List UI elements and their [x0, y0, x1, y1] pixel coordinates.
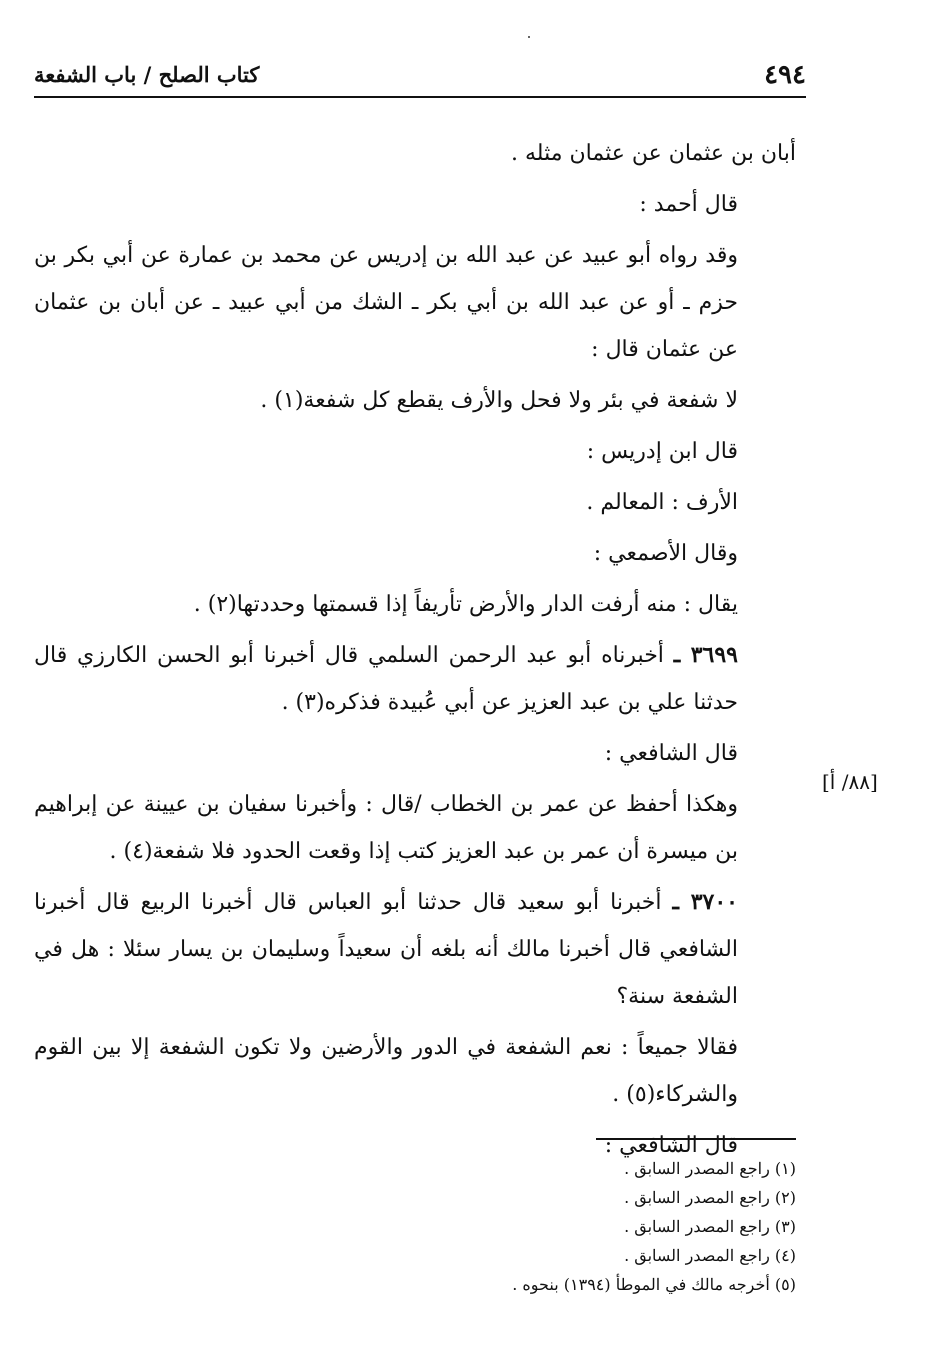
footnote-2: (٢) راجع المصدر السابق .: [624, 1188, 796, 1207]
paragraph-14: قال الشافعي :: [604, 1133, 738, 1158]
footnote-4: (٤) راجع المصدر السابق .: [624, 1246, 796, 1265]
hadith-number-3699: ٣٦٩٩ ـ: [673, 642, 738, 668]
hadith-number-3700: ٣٧٠٠ ـ: [672, 889, 738, 915]
paragraph-12: [34, 879, 796, 1020]
footnote-3: (٣) راجع المصدر السابق .: [624, 1217, 796, 1236]
paragraph-6: الأرف : المعالم .: [586, 490, 738, 515]
paragraph-2: قال أحمد :: [639, 192, 738, 217]
paragraph-9: [34, 632, 796, 726]
paragraph-9-text: أخبرناه أبو عبد الرحمن السلمي قال أخبرنا أبو الحسن الكارزي قال حدثنا علي بن عبد العزيز عن أبي عُبيدة فذكره(٣) .: [34, 643, 738, 715]
footnotes: [200, 1154, 796, 1299]
paragraph-13: فقالا جميعاً : نعم الشفعة في الدور والأرضين ولا تكون الشفعة إلا بين القوم والشركاء(٥) .: [34, 1035, 738, 1107]
paragraph-12-text: أخبرنا أبو سعيد قال حدثنا أبو العباس قال أخبرنا الربيع قال أخبرنا الشافعي قال أخبرنا مالك أنه بلغه أن سعيداً وسليمان بن يسار سئلا : هل في الشفعة سنة؟: [34, 890, 738, 1009]
manuscript-folio-note: [٨٨/ أ]: [822, 770, 878, 794]
paragraph-8: يقال : منه أرفت الدار والأرض تأريفاً إذا قسمتها وحددتها(٢) .: [193, 592, 738, 617]
paragraph-4: لا شفعة في بئر ولا فحل والأرف يقطع كل شفعة(١) .: [260, 388, 738, 413]
paragraph-7: وقال الأصمعي :: [593, 541, 738, 566]
main-text: [34, 130, 796, 1173]
paragraph-1: أبان بن عثمان عن عثمان مثله .: [511, 141, 796, 166]
page-number: ٤٩٤: [764, 60, 806, 90]
page-header: [34, 58, 806, 98]
paragraph-10: قال الشافعي :: [604, 741, 738, 766]
scan-speck: [528, 36, 530, 38]
paragraph-3: وقد رواه أبو عبيد عن عبد الله بن إدريس عن محمد بن عمارة عن أبي بكر بن حزم ـ أو عن عبد الله بن أبي بكر ـ الشك من أبي عبيد ـ عن أبان بن عثمان عن عثمان قال :: [34, 243, 738, 362]
paragraph-5: قال ابن إدريس :: [586, 439, 738, 464]
footnote-divider: [596, 1138, 796, 1140]
footnote-1: (١) راجع المصدر السابق .: [624, 1159, 796, 1178]
footnote-5: (٥) أخرجه مالك في الموطأ (١٣٩٤) بنحوه .: [512, 1275, 796, 1294]
paragraph-11: وهكذا أحفظ عن عمر بن الخطاب /قال : وأخبرنا سفيان بن عيينة عن إبراهيم بن ميسرة أن عمر بن عبد العزيز كتب إذا وقعت الحدود فلا شفعة(٤) .: [34, 792, 738, 864]
running-title: كتاب الصلح / باب الشفعة: [34, 62, 260, 87]
